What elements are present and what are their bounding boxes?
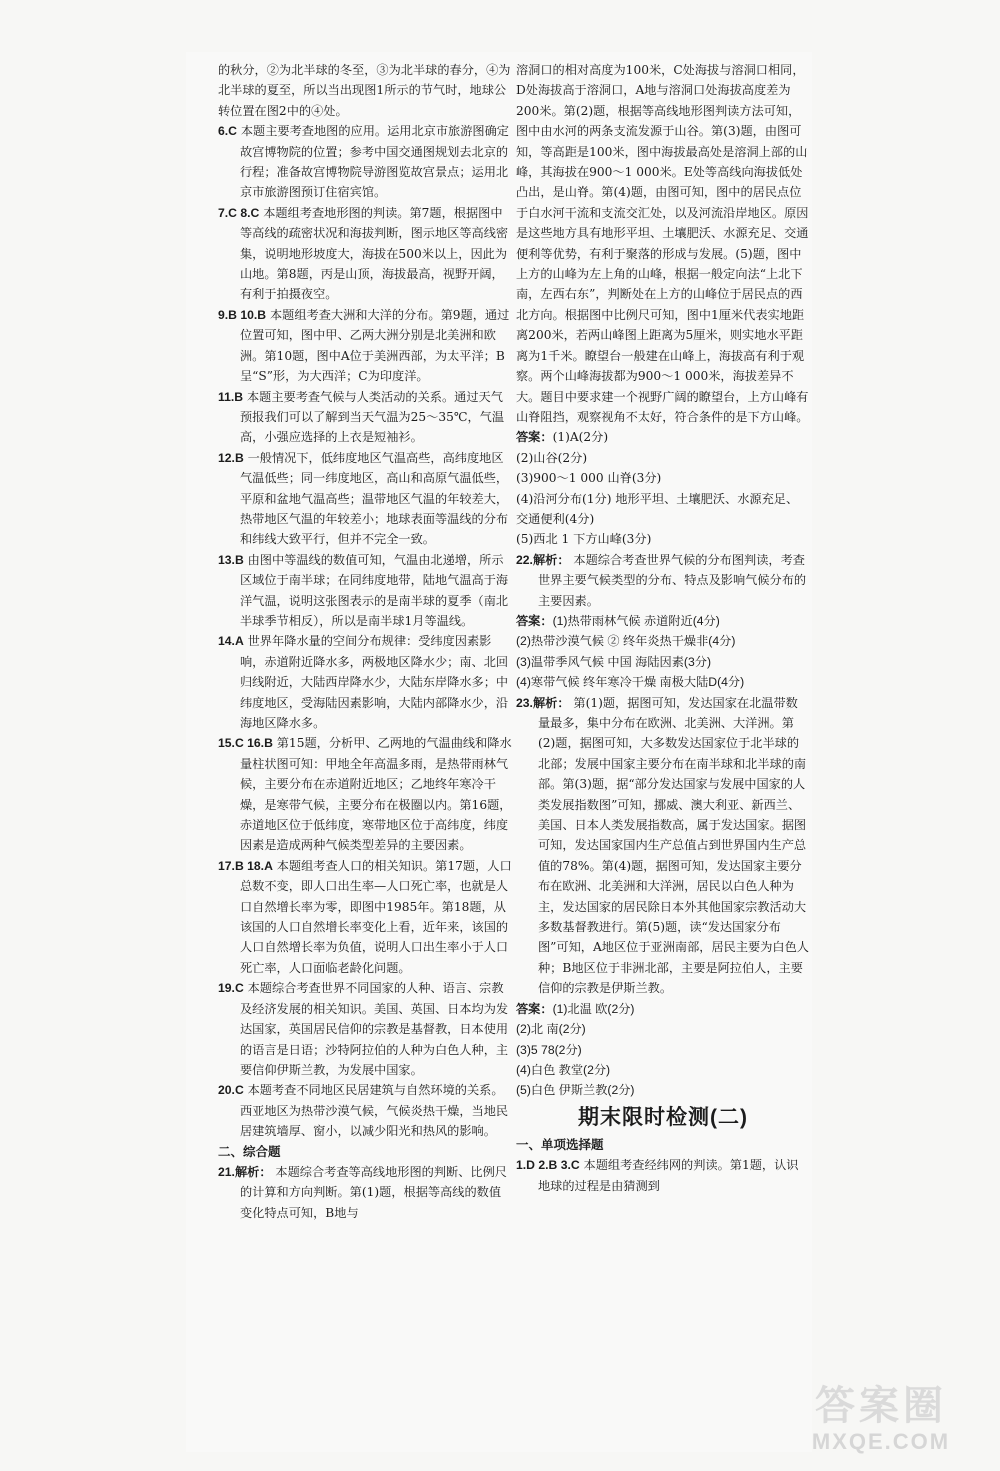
entry-text: 本题组考查经纬网的判读。第1题，认识地球的过程是由猜测到 [538, 1158, 799, 1193]
entry-lead: 6.C [218, 124, 237, 139]
right-column [516, 60, 810, 1196]
entry-lead: 14.A [218, 634, 244, 649]
entry-text: 本题主要考查气候与人类活动的关系。通过天气预报我们可以了解到当天气温为25～35℃，气温高，小强应选择的上衣是短袖衫。 [240, 389, 505, 445]
entry-text: 本题综合考查等高线地形图的判断、比例尺的计算和方向判断。第(1)题，根据等高线的数值变化特点可知，B地与 [240, 1164, 507, 1220]
left-entry-12 [218, 448, 512, 550]
section-heading-comprehensive: 二、综合题 [218, 1144, 281, 1159]
watermark-url-text: MXQE.COM [811, 1429, 951, 1454]
section-subheading: 一、单项选择题 [516, 1137, 604, 1152]
entry-lead: 22.解析： [516, 552, 570, 567]
left-column [218, 60, 512, 1223]
left-entry-11 [218, 387, 512, 448]
answer-item: (4)寒带气候 终年寒冷干燥 南极大陆D(4分) [516, 675, 745, 690]
answer-item: (5)白色 伊斯兰教(2分) [516, 1083, 635, 1098]
entry-text: 本题组考查大洲和大洋的分布。第9题，通过位置可知，图中甲、乙两大洲分别是北美洲和欧洲。第10题，图中A位于美洲西部，为太平洋；B呈“S”形，为大西洋；C为印度洋。 [240, 307, 510, 384]
entry-lead: 23.解析： [516, 695, 570, 710]
answer-label: 答案： [516, 1001, 553, 1016]
entry-lead: 21.解析： [218, 1164, 272, 1179]
left-entry-0 [218, 60, 512, 121]
entry-text: 一般情况下，低纬度地区气温高些，高纬度地区气温低些；同一纬度地区，高山和高原气温低些，平原和盆地气温高些；温带地区气温的年较差大，热带地区气温的年较差小；地球表面等温线的分布和纬线大致平行，但并不完全一致。 [240, 450, 509, 547]
answer-label: 答案： [516, 613, 553, 628]
entry-lead: 1.D 2.B 3.C [516, 1158, 580, 1173]
answer-label: 答案： [516, 430, 553, 445]
left-entry-17-18 [218, 856, 512, 978]
entry-text: 本题综合考查世界不同国家的人种、语言、宗教及经济发展的相关知识。美国、英国、日本均为发达国家，英国居民信仰的宗教是基督教，日本使用的语言是日语；沙特阿拉伯的人种为白色人种，主要信仰伊斯兰教，为发展中国家。 [240, 981, 509, 1077]
entry-lead: 19.C [218, 981, 244, 996]
answer-item: (3)900～1 000 山脊(3分) [516, 471, 662, 486]
answer-item: (4)沿河分布(1分) 地形平坦、土壤肥沃、水源充足、交通便利(4分) [516, 491, 799, 526]
left-entry-15-16 [218, 733, 512, 855]
entry-lead: 20.C [218, 1083, 244, 1098]
entry-text: 第(1)题，据图可知，发达国家在北温带数量最多，集中分布在欧洲、北美洲、大洋洲。第(2)题，据图可知，大多数发达国家位于北半球的北部；发展中国家主要分布在南半球和北半球的南部。第(3)题，据“部分发达国家与发展中国家的人类发展指数图”可知，挪威、澳大利亚、新西兰、美国、日本人类发展指数高，属于发达国家。据图可知，发达国家国内生产总值占到世界国内生产总值的78%。第(4)题，据图可知，发达国家主要分布在欧洲、北美洲和大洋洲，居民以白色人种为主，发达国家的居民除日本外其他国家宗教活动大多数基督教进行。第(5)题，读“发达国家分布图”可知，A地区位于亚洲南部，居民主要为白色人种；B地区位于非洲北部，主要是阿拉伯人，主要信仰的宗教是伊斯兰教。 [538, 695, 809, 996]
entry-lead: 13.B [218, 552, 244, 567]
left-entry-7-8 [218, 203, 512, 305]
left-entry-13 [218, 550, 512, 632]
q22-answers [516, 611, 810, 693]
answer-item: (2)山谷(2分) [516, 450, 588, 465]
entry-text: 的秋分，②为北半球的冬至，③为北半球的春分，④为北半球的夏至，所以当出现图1所示的节气时，地球公转位置在图2中的④处。 [218, 63, 511, 118]
entry-text: 本题组考查地形图的判读。第7题，根据图中等高线的疏密状况和海拔判断，图示地区等高线密集，说明地形坡度大，海拔在500米以上，因此为山地。第8题，丙是山顶，海拔最高，视野开阔，有利于拍摄夜空。 [240, 205, 509, 302]
left-entry-19 [218, 978, 512, 1080]
answer-item: (1)A(2分) [552, 430, 609, 445]
entry-lead: 9.B 10.B [218, 307, 267, 322]
entry-text: 由图中等温线的数值可知，气温由北递增，所示区域位于南半球；在同纬度地带，陆地气温高于海洋气温，说明这张图表示的是南半球的夏季（南北半球季节相反），所以是南半球1月等温线。 [240, 552, 509, 628]
watermark-logo [786, 1383, 976, 1463]
answer-item: (4)白色 教堂(2分) [516, 1062, 611, 1077]
left-entry-9-10 [218, 305, 512, 387]
answer-item: (3)5 78(2分) [516, 1042, 582, 1057]
left-entry-14 [218, 631, 512, 733]
entry-lead: 7.C 8.C [218, 205, 260, 220]
q21-continued-text: 溶洞口的相对高度为100米，C处海拔与溶洞口相同，D处海拔高于溶洞口，A地与溶洞口处海拔高度差为200米。第(2)题，根据等高线地形图判读方法可知，图中由水河的两条支流发源于山谷。第(3)题，由图可知，等高距是100米，图中海拔最高处是溶洞上部的山峰，其海拔在900～1 000米。E处等高线向海拔低处凸出，是山脊。第(4)题，由图可知，图中的居民点位于白水河干流和支流交汇处，以及河流沿岸地区。原因是这些地方具有地形平坦、土壤肥沃、水源充足、交通便利等优势，有利于聚落的形成与发展。(5)题，图中上方的山峰为左上角的山峰，根据一般定向法“上北下南，左西右东”，判断处在上方的山峰位于居民点的西北方向。根据图中比例尺可知，图中1厘米代表实地距离200米，若两山峰图上距离为5厘米，则实地水平距离为1千米。瞭望台一般建在山峰上，海拔高有利于观察。两个山峰海拔都为900～1 000米，海拔差异不大。题目中要求建一个视野广阔的瞭望台，上方山峰有山脊阻挡，观察视角不太好，符合条件的是下方山峰。 [516, 63, 809, 424]
q21-answers [516, 427, 810, 549]
answer-item: (2)北 南(2分) [516, 1022, 586, 1037]
answer-item: (1)热带雨林气候 赤道附近(4分) [552, 613, 720, 628]
left-entry-20 [218, 1080, 512, 1141]
entry-lead: 17.B 18.A [218, 858, 273, 873]
q23-answers [516, 999, 810, 1101]
final-entry [516, 1155, 810, 1196]
entry-text: 本题组考查人口的相关知识。第17题，人口总数不变，即人口出生率—人口死亡率，也就是人口自然增长率为零，即图中1985年。第18题，从该国的人口自然增长率变化上看，近年来，该国的人口自然增长率为负值，说明人口出生率小于人口死亡率，人口面临老龄化问题。 [240, 858, 512, 975]
left-entry-21 [218, 1162, 512, 1223]
answer-item: (1)北温 欧(2分) [552, 1001, 635, 1016]
entry-text: 本题主要考查地图的应用。运用北京市旅游图确定故宫博物院的位置；参考中国交通图规划去北京的行程；准备故宫博物院导游图览故宫景点；运用北京市旅游图预订住宿宾馆。 [240, 124, 509, 200]
entry-text: 本题考查不同地区民居建筑与自然环境的关系。西亚地区为热带沙漠气候，气候炎热干燥，当地民居建筑墙厚、窗小，以减少阳光和热风的影响。 [240, 1083, 509, 1139]
q23-analysis [516, 693, 810, 999]
entry-lead: 11.B [218, 389, 244, 404]
entry-text: 本题综合考查世界气候的分布图判读，考查世界主要气候类型的分布、特点及影响气候分布的主要因素。 [538, 552, 807, 608]
watermark-top-text: 答案圈 [815, 1384, 947, 1428]
entry-lead: 12.B [218, 450, 244, 465]
section-title: 期末限时检测(二) [578, 1105, 748, 1129]
answer-item: (3)温带季风气候 中国 海陆因素(3分) [516, 654, 711, 669]
entry-text: 第15题，分析甲、乙两地的气温曲线和降水量柱状图可知：甲地全年高温多雨，是热带雨林气候，主要分布在赤道附近地区；乙地终年寒冷干燥，是寒带气候，主要分布在极圈以内。第16题，赤道地区位于低纬度，寒带地区位于高纬度，纬度因素是造成两种气候类型差异的主要因素。 [240, 736, 512, 853]
left-entry-6 [218, 121, 512, 203]
entry-text: 世界年降水量的空间分布规律：受纬度因素影响，赤道附近降水多，两极地区降水少；南、北回归线附近，大陆西岸降水少，大陆东岸降水多；中纬度地区，受海陆因素影响，大陆内部降水少，沿海地区降水多。 [240, 634, 509, 730]
q22-analysis [516, 550, 810, 611]
answer-item: (5)西北 1 下方山峰(3分) [516, 532, 652, 547]
entry-lead: 15.C 16.B [218, 736, 273, 751]
answer-item: (2)热带沙漠气候 ② 终年炎热干燥非(4分) [516, 634, 736, 649]
